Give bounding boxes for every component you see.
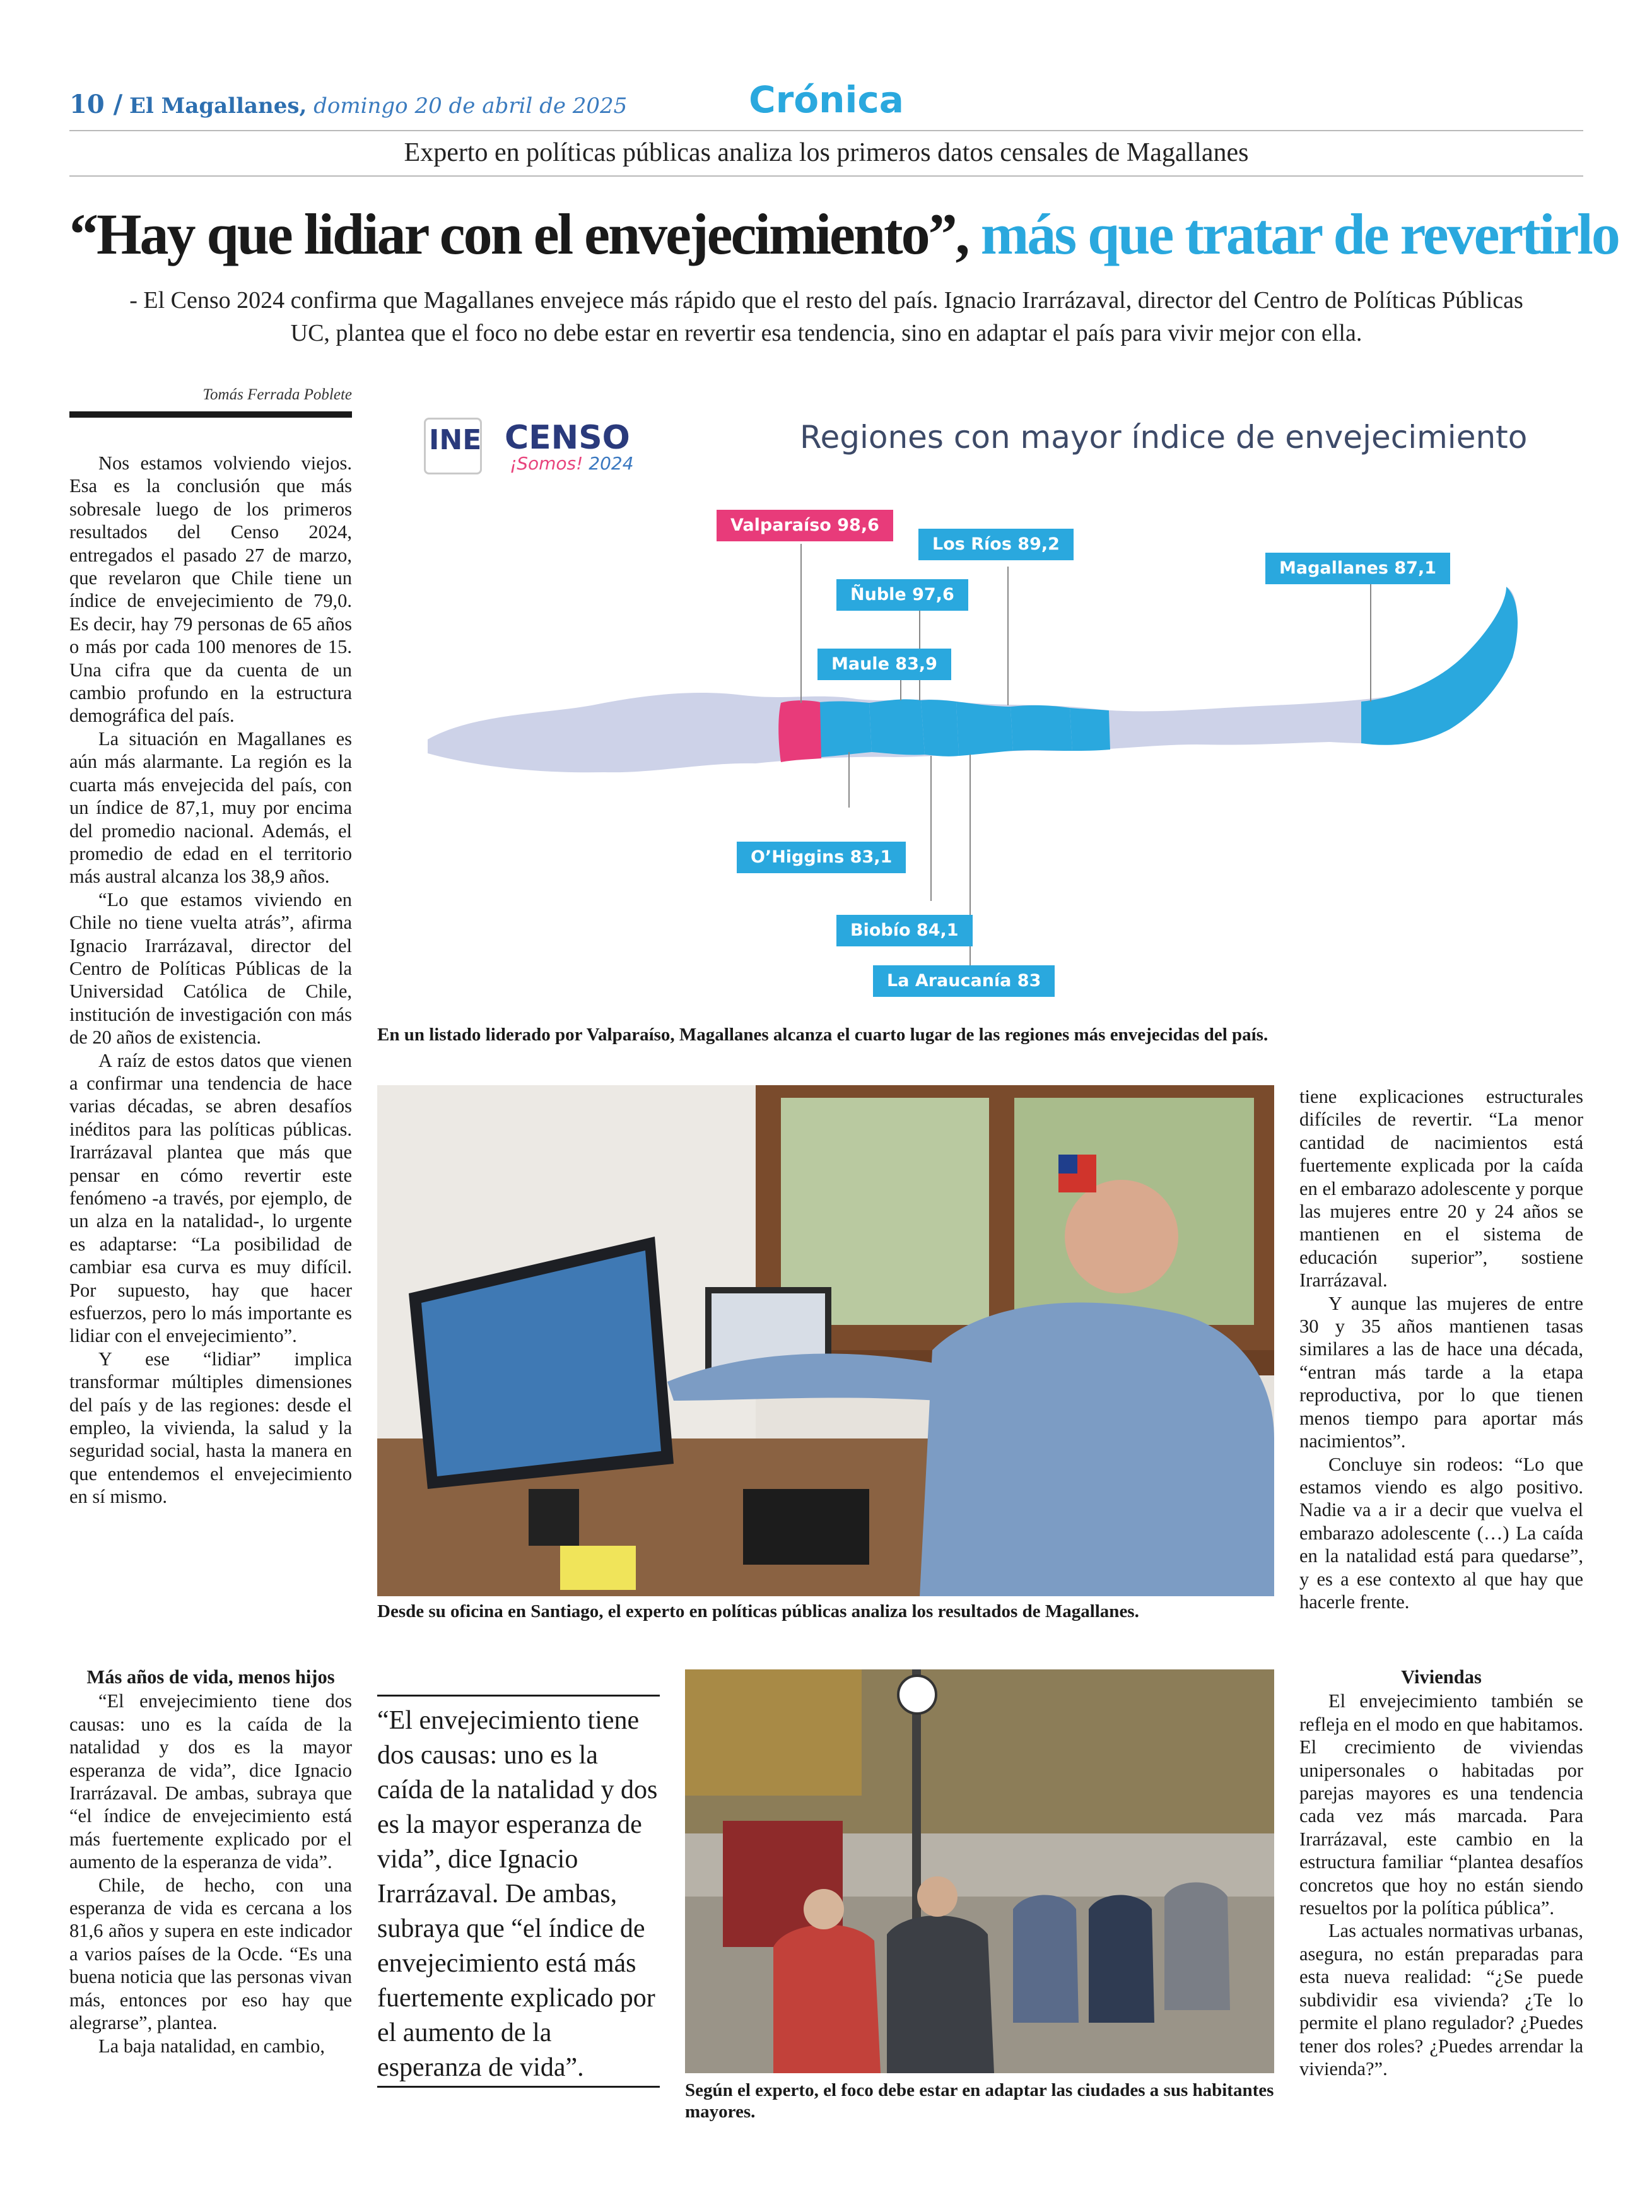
paragraph: El envejecimiento también se refleja en el modo en que habitamos. El crecimiento de viviendas unipersonales o habitadas por parejas mayores es una tendencia cada vez más marcada. Para Irarrázaval, este cambio en la estructura familiar “plantea desafíos concretos que hoy no están siendo resueltos por la política pública”.	[1299, 1690, 1583, 1919]
label-nuble: Ñuble 97,6	[836, 579, 968, 611]
label-maule: Maule 83,9	[817, 649, 951, 680]
censo-logo-year	[510, 453, 634, 474]
subheading: Viviendas	[1401, 1666, 1482, 1688]
subheading: Más años de vida, menos hijos	[86, 1666, 335, 1688]
article-column-1b	[69, 1663, 352, 2130]
region-valparaiso	[778, 700, 821, 762]
article-column-1	[69, 452, 352, 1638]
paragraph: Chile, de hecho, con una esperanza de vida es cercana a los 81,6 años y supera en este indicador a varios países de la Ocde. “Es una buena noticia que las personas vivan más, entonces por eso hay que alegrarse”, plantea.	[69, 1874, 352, 2034]
paragraph: A raíz de estos datos que vienen a confirmar una tendencia de hace varias décadas, se abren desafíos inéditos para las políticas públicas. Irarrázaval plantea que más que pensar en cómo revertir este fenómeno -a través, por ejemplo, de un alza en la natalidad-, lo urgente es adaptarse: “La posibilidad de cambiar esa curva es muy difícil. Por supuesto, hay que hacer esfuerzos, pero lo más importante es lidiar con el envejecimiento”.	[69, 1049, 352, 1347]
byline: Tomás Ferrada Poblete	[202, 386, 352, 403]
paragraph: Y aunque las mujeres de entre 30 y 35 años mantienen tasas similares a las de hace una década, “entran más tarde a la etapa reproductiva, por lo que tienen menos tiempo para aportar más nacimientos”.	[1299, 1292, 1583, 1452]
issue-date: domingo 20 de abril de 2025	[313, 93, 628, 119]
infographic-title: Regiones con mayor índice de envejecimiento	[800, 419, 1528, 456]
article-column-3b	[1299, 1663, 1583, 2143]
pull-quote: “El envejecimiento tiene dos causas: uno es la caída de la natalidad y dos es la mayor esperanza de vida”, dice Ignacio Irarrázaval. De ambas, subraya que “el índice de envejecimiento está más fuertemente explicado por el aumento de la esperanza de vida”.	[377, 1706, 658, 2082]
photo-office-image	[377, 1085, 1274, 1596]
paragraph: “Lo que estamos viviendo en Chile no tiene vuelta atrás”, afirma Ignacio Irarrázaval, director del Centro de Políticas Públicas de la Universidad Católica de Chile, institución de investigación con más de 20 años de existencia.	[69, 888, 352, 1049]
region-nuble	[921, 700, 959, 756]
region-biobio	[956, 702, 1013, 756]
paragraph: La baja natalidad, en cambio,	[98, 2035, 325, 2057]
paragraph: La situación en Magallanes es aún más alarmante. La región es la cuarta más envejecida del país, con un índice de 87,1, muy por encima del promedio nacional. Además, el promedio de edad en el territorio más austral alcanza los 38,9 años.	[69, 727, 352, 888]
label-valparaiso: Valparaíso 98,6	[717, 510, 893, 541]
region-araucania	[1011, 705, 1072, 751]
photo-street	[685, 1669, 1274, 2073]
paragraph: Las actuales normativas urbanas, asegura, no están preparadas para esta nueva realidad: “¿Se puede subdividir esa vivienda? ¿Te lo permite el plano regulador? ¿Puedes tener dos roles? ¿Puedes arrendar la vivienda?”.	[1299, 1920, 1583, 2080]
label-ohiggins: O’Higgins 83,1	[737, 842, 906, 873]
section-title: Crónica	[749, 78, 904, 121]
label-magallanes: Magallanes 87,1	[1265, 553, 1450, 584]
label-araucania: La Araucanía 83	[873, 965, 1055, 997]
region-ohiggins	[819, 701, 872, 757]
newspaper-name: El Magallanes,	[129, 93, 307, 119]
header-divider	[69, 130, 1583, 131]
photo-office-caption: Desde su oficina en Santiago, el experto en políticas públicas analiza los resultados de Magallanes.	[377, 1601, 1139, 1621]
infographic-caption: En un listado liderado por Valparaíso, Magallanes alcanza el cuarto lugar de las regiones más envejecidas del país.	[377, 1025, 1268, 1045]
headline	[69, 201, 1619, 268]
photo-street-image	[685, 1669, 1274, 2073]
pull-quote-bottom-rule	[377, 2086, 660, 2088]
paragraph: tiene explicaciones estructurales difíciles de revertir. “La menor cantidad de nacimientos está fuertemente explicada por la caída en el embarazo adolescente y porque las mujeres entre 20 y 24 años se mantienen en el sistema de educación superior”, sostiene Irarrázaval.	[1299, 1086, 1583, 1291]
page-header	[69, 90, 627, 125]
censo-logo-word: CENSO	[505, 419, 630, 457]
paragraph: Concluye sin rodeos: “Lo que estamos viendo es algo positivo. Nadie va a ir a decir que vuelva el embarazo adolescente (…) La caída en la natalidad está para quedarse”, y es a ese contexto al que hay que hacerle frente.	[1299, 1453, 1583, 1613]
paragraph: “El envejecimiento tiene dos causas: uno es la caída de la natalidad y dos es la mayor esperanza de vida”, dice Ignacio Irarrázaval. De ambas, subraya que “el índice de envejecimiento está más fuertemente explicado por el aumento de la esperanza de vida”.	[69, 1690, 352, 1873]
photo-street-caption: Según el experto, el foco debe estar en adaptar las ciudades a sus habitantes mayores.	[685, 2080, 1274, 2122]
label-biobio: Biobío 84,1	[836, 915, 973, 946]
ine-logo-text: INE	[429, 424, 482, 456]
kicker: Experto en políticas públicas analiza los primeros datos censales de Magallanes	[404, 138, 1249, 167]
paragraph: Nos estamos volviendo viejos. Esa es la conclusión que más sobresale luego de los primeros resultados del Censo 2024, entregados el pasado 27 de marzo, que revelaron que Chile tiene un índice de envejecimiento de 79,0. Es decir, hay 79 personas de 65 años o más por cada 100 menores de 15. Una cifra que da cuenta de un cambio profundo en la estructura demográfica del país.	[69, 452, 352, 727]
censo-logo-tagline: ¡Somos!	[510, 453, 583, 474]
page-number: 10 /	[69, 90, 123, 119]
paragraph: Y ese “lidiar” implica transformar múltiples dimensiones del país y de las regiones: desde el empleo, la vivienda, la salud y la seguridad social, hasta la manera en que entendemos el envejecimiento en sí mismo.	[69, 1348, 352, 1508]
photo-office	[377, 1085, 1274, 1596]
censo-logo-year-number: 2024	[589, 453, 634, 474]
deck: - El Censo 2024 confirma que Magallanes envejece más rápido que el resto del país. Ignacio Irarrázaval, director del Centro de Políticas Públicas UC, plantea que el foco no debe estar en revertir esa tendencia, sino en adaptar el país para vivir mejor con ella.	[129, 287, 1523, 346]
label-los-rios: Los Ríos 89,2	[918, 529, 1074, 560]
region-magallanes	[1361, 587, 1518, 745]
headline-highlight: más que tratar de revertirlo	[980, 202, 1619, 266]
region-los-rios	[1070, 708, 1110, 751]
pull-quote-top-rule	[377, 1695, 660, 1697]
article-column-3	[1299, 1085, 1583, 1640]
kicker-divider	[69, 175, 1583, 177]
headline-quote: “Hay que lidiar con el envejecimiento”,	[69, 202, 968, 266]
region-maule	[869, 699, 925, 755]
byline-bar	[69, 411, 352, 418]
